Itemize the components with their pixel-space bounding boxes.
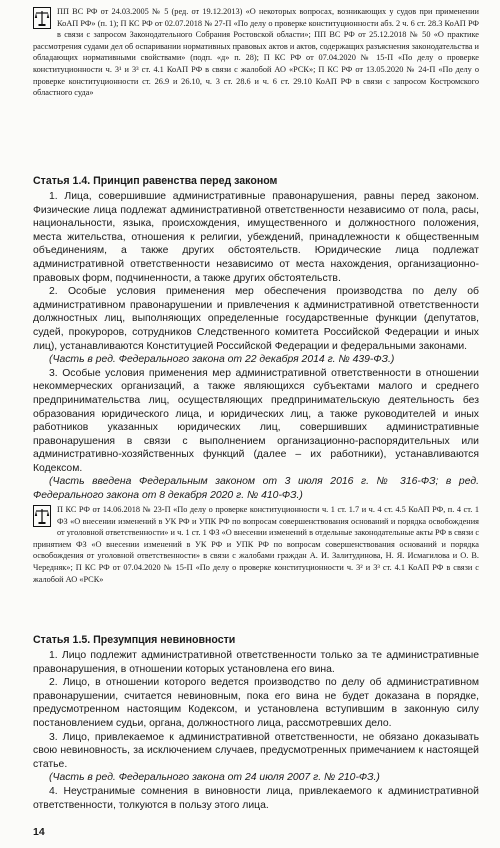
page-number: 14 [33, 826, 45, 838]
article-1-5-paragraph-2: 2. Лицо, в отношении которого ведется производство по делу об административном правонарушении, считается невиновным, пока его вина не будет доказана в порядке, предусмотренном настоящим Кодексом, и установлена вступившим в законную силу постановлением судьи, органа, должностного лица, рассмотревших дело. [33, 677, 479, 729]
scales-of-justice-icon [33, 505, 51, 527]
article-1-5-amendment-1: (Часть в ред. Федерального закона от 24 июля 2007 г. № 210-ФЗ.) [49, 772, 380, 784]
article-1-4-title: Статья 1.4. Принцип равенства перед законом [33, 175, 278, 187]
article-1-5-title: Статья 1.5. Презумпция невиновности [33, 634, 236, 646]
scales-of-justice-icon [33, 7, 51, 29]
article-1-4-body [33, 190, 479, 503]
case-law-note-text: ПП ВС РФ от 24.03.2005 № 5 (ред. от 19.12.2013) «О некоторых вопросах, возникающих у судов при применении КоАП РФ» (п. 1); П КС РФ от 02.07.2018 № 27-П «По делу о проверке конституционности абз. 2 ч. 6 ст. 28.3 КоАП РФ в связи с запросом Законодательного Собрания Ростовской области»; ПП ВС РФ от 25.12.2018 № 50 «О практике рассмотрения судами дел об оспаривании нормативных правовых актов и актов, содержащих разъяснения законодательства и обладающих нормативными свойствами» (подп. «д» п. 28); П КС РФ от 07.04.2020 № 15-П «По делу о проверке конституционности ч. 3¹ и 3³ ст. 4.1 КоАП РФ в связи с жалобой АО «РСК»; П КС РФ от 13.05.2020 № 24-П «По делу о проверке конституционности ст. 26.9 и 26.10, ч. 3 ст. 28.6 и ч. 6 ст. 29.10 КоАП РФ в связи с запросом Костромского областного суда» [33, 7, 479, 98]
case-law-note-1 [33, 6, 479, 99]
article-1-4-paragraph-2: 2. Особые условия применения мер обеспечения производства по делу об административном правонарушении и привлечения к административной ответственности должностных лиц, выполняющих определенные государственные функции (депутатов, судей, прокуроров, сотрудников Следственного комитета Российской Федерации и иных лиц), устанавливаются Конституцией Российской Федерации и федеральными законами. [33, 286, 479, 352]
article-1-5-paragraph-4: 4. Неустранимые сомнения в виновности лица, привлекаемого к административной ответственности, толкуются в пользу этого лица. [33, 785, 479, 811]
case-law-note-text: П КС РФ от 14.06.2018 № 23-П «По делу о проверке конституционности ч. 1 ст. 1.7 и ч. 4 ст. 4.5 КоАП РФ, п. 4 ст. 1 ФЗ «О внесении изменений в УК РФ и УПК РФ по вопросам совершенствования оснований и порядка освобождения от уголовной ответственности» и ч. 1 ст. 1 ФЗ «О внесении изменений в отдельные законодательные акты РФ в связи с принятием ФЗ «О внесении изменений в УК РФ и УПК РФ по вопросам совершенствования оснований и порядка освобождения от уголовной ответственности» в связи с жалобами граждан А. И. Залитудинова, Н. Я. Исмагилова и О. В. Чередняк»; П КС РФ от 07.04.2020 № 15-П «По делу о проверке конституционности ч. 3² и 3³ ст. 4.1 КоАП РФ в связи с жалобой АО «РСК» [33, 505, 479, 584]
article-1-5-paragraph-1: 1. Лицо подлежит административной ответственности только за те административные правонарушения, в отношении которых установлена его вина. [33, 650, 479, 675]
article-1-4-amendment-1: (Часть в ред. Федерального закона от 22 декабря 2014 г. № 439-ФЗ.) [49, 354, 395, 366]
article-1-4-amendment-2: (Часть введена Федеральным законом от 3 июля 2016 г. № 316-ФЗ; в ред. Федерального закона от 8 декабря 2020 г. № 410-ФЗ.) [33, 476, 479, 502]
article-1-5-body [33, 649, 479, 812]
article-1-4-paragraph-3: 3. Особые условия применения мер административной ответственности в отношении некоммерческих организаций, а также являющихся субъектами малого и среднего предпринимательства лиц, осуществляющих предпринимательскую деятельность без образования юридического лица, и юридических лиц, а также руководителей и иных работников указанных юридических лиц, совершивших административные правонарушения в связи с выполнением организационно-распорядительных или административно-хозяйственных функций (далее – их работники), устанавливаются Кодексом. [33, 367, 479, 474]
case-law-note-2 [33, 504, 479, 585]
article-1-4-paragraph-1: 1. Лица, совершившие административные правонарушения, равны перед законом. Физические лица подлежат административной ответственности независимо от пола, расы, национальности, языка, происхождения, имущественного и должностного положения, места жительства, отношения к религии, убеждений, принадлежности к общественным объединениям, а также других обстоятельств. Юридические лица подлежат административной ответственности независимо от места нахождения, организационно-правовых форм, подчиненности, а также других обстоятельств. [33, 191, 479, 284]
article-1-5-paragraph-3: 3. Лицо, привлекаемое к административной ответственности, не обязано доказывать свою невиновность, за исключением случаев, предусмотренных примечанием к настоящей статье. [33, 731, 479, 770]
